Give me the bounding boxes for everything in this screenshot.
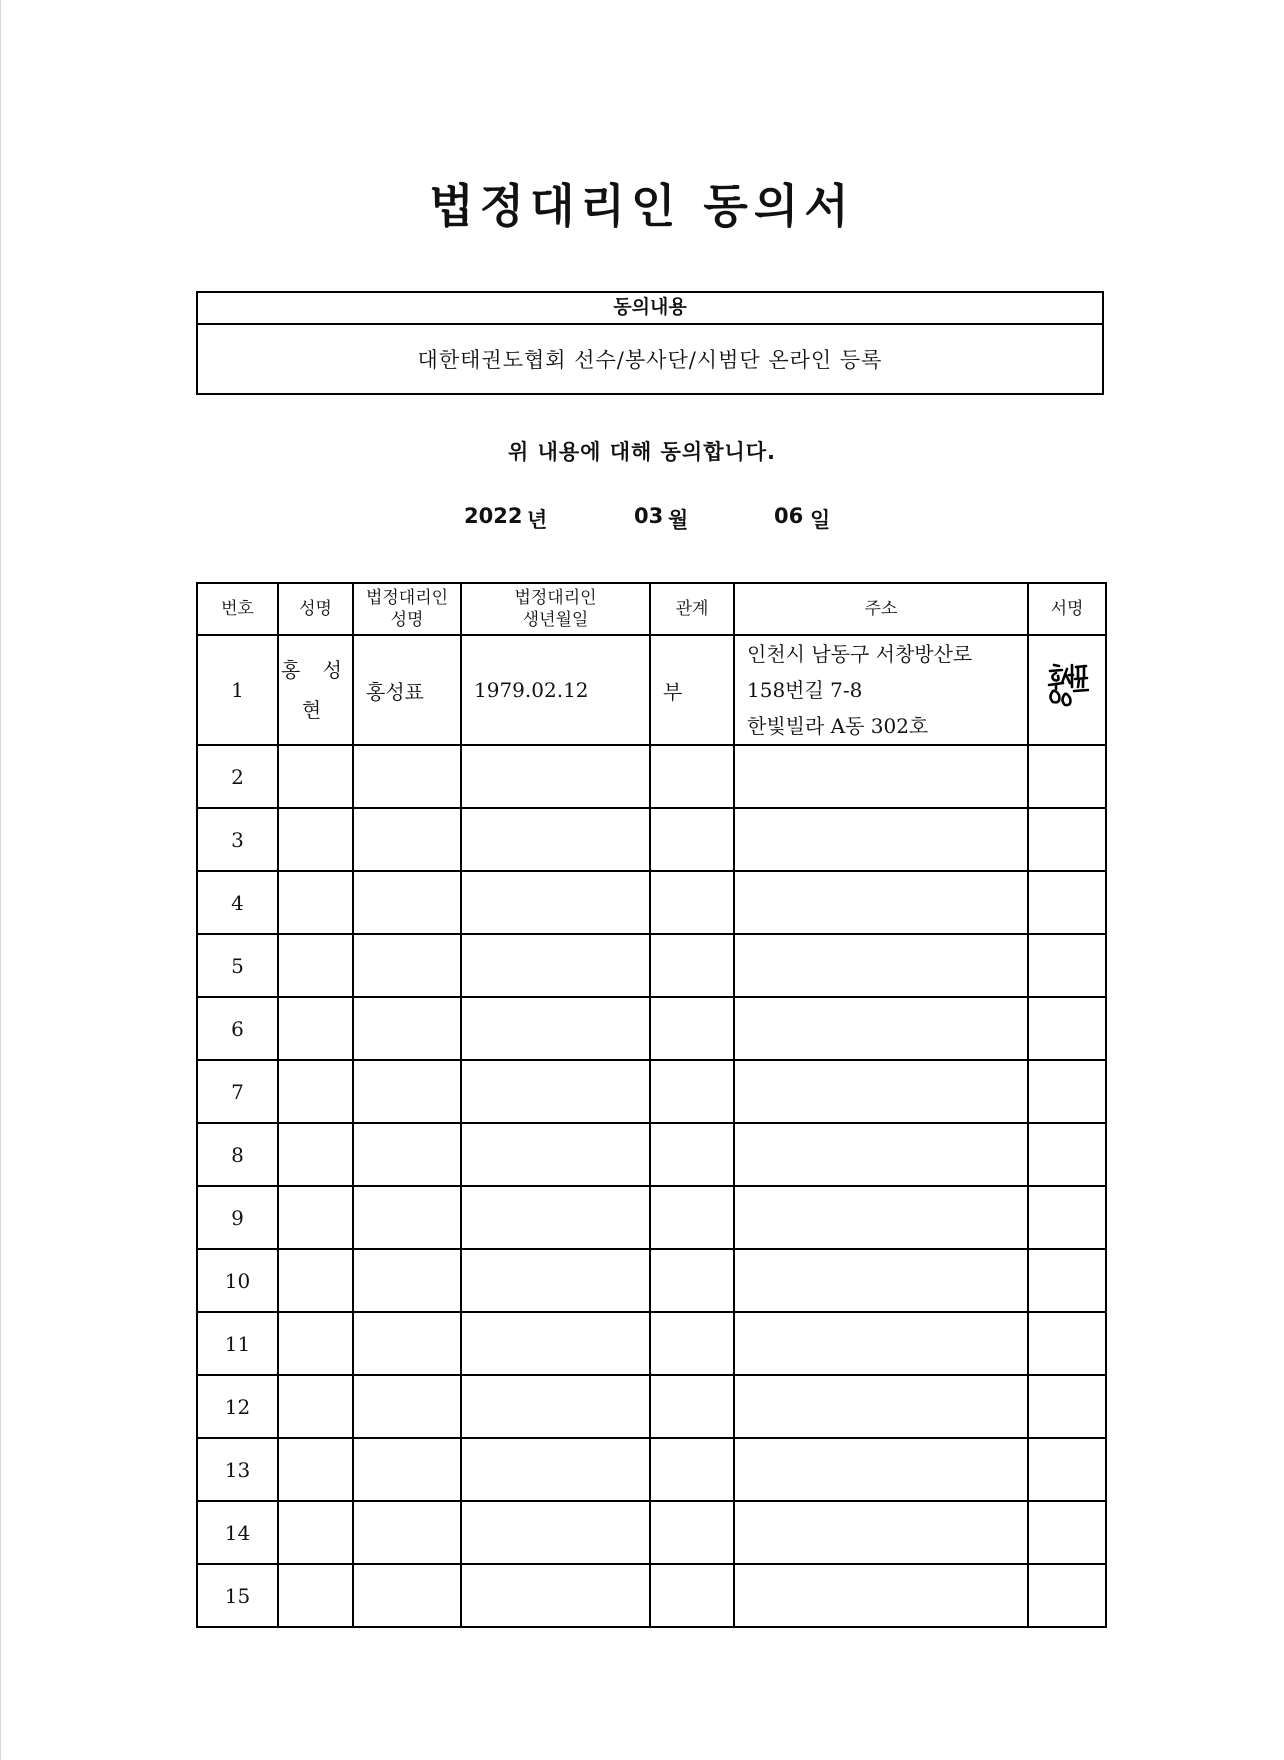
cell-guardian-birth — [461, 934, 650, 997]
cell-name — [278, 635, 353, 745]
date-line — [0, 504, 1284, 534]
cell-guardian-name — [353, 1060, 461, 1123]
cell-signature — [1028, 1060, 1106, 1123]
cell-name — [278, 1249, 353, 1312]
table-row — [197, 871, 1106, 934]
cell-signature — [1028, 1186, 1106, 1249]
header-guardian-name-line2: 성명 — [390, 610, 424, 630]
page-edge — [0, 0, 1, 1760]
cell-signature — [1028, 1501, 1106, 1564]
cell-relation — [650, 1186, 734, 1249]
cell-guardian-birth — [461, 1123, 650, 1186]
cell-guardian-birth — [461, 1312, 650, 1375]
cell-guardian-name — [353, 934, 461, 997]
cell-no: 9 — [197, 1186, 278, 1249]
cell-address — [734, 934, 1028, 997]
table-row — [197, 1501, 1106, 1564]
cell-address — [734, 1249, 1028, 1312]
cell-name-line1: 홍 성 — [281, 658, 350, 682]
cell-relation — [650, 745, 734, 808]
cell-address — [734, 1186, 1028, 1249]
cell-guardian-name — [353, 1438, 461, 1501]
consent-box — [196, 291, 1104, 395]
cell-address-line2: 158번길 7-8 — [747, 678, 863, 702]
cell-relation — [650, 1060, 734, 1123]
cell-no: 1 — [197, 635, 278, 745]
cell-name — [278, 871, 353, 934]
header-signature: 서명 — [1028, 583, 1106, 635]
cell-relation — [650, 934, 734, 997]
cell-address — [734, 871, 1028, 934]
cell-guardian-name — [353, 1375, 461, 1438]
cell-guardian-birth — [461, 1564, 650, 1627]
cell-address-line1: 인천시 남동구 서창방산로 — [747, 642, 973, 666]
cell-guardian-birth — [461, 1375, 650, 1438]
cell-guardian-birth — [461, 1060, 650, 1123]
cell-relation: 부 — [650, 635, 734, 745]
cell-signature — [1028, 1312, 1106, 1375]
cell-relation — [650, 808, 734, 871]
cell-address-line3: 한빛빌라 A동 302호 — [747, 714, 929, 738]
cell-guardian-birth — [461, 1249, 650, 1312]
cell-relation — [650, 1501, 734, 1564]
cell-guardian-name — [353, 1249, 461, 1312]
cell-name — [278, 1501, 353, 1564]
cell-no: 8 — [197, 1123, 278, 1186]
cell-relation — [650, 1312, 734, 1375]
header-relation: 관계 — [650, 583, 734, 635]
table-row — [197, 1060, 1106, 1123]
cell-guardian-name — [353, 745, 461, 808]
table-row — [197, 1312, 1106, 1375]
table-row — [197, 808, 1106, 871]
cell-guardian-birth — [461, 1501, 650, 1564]
cell-guardian-name — [353, 1123, 461, 1186]
cell-guardian-name — [353, 808, 461, 871]
header-guardian-birth — [461, 583, 650, 635]
cell-guardian-name — [353, 1186, 461, 1249]
cell-signature — [1028, 745, 1106, 808]
consent-body: 대한태권도협회 선수/봉사단/시범단 온라인 등록 — [417, 348, 883, 372]
cell-relation — [650, 1564, 734, 1627]
document-title: 법정대리인 동의서 — [429, 179, 855, 233]
table-row — [197, 1564, 1106, 1627]
table-row — [197, 1186, 1106, 1249]
cell-guardian-birth — [461, 1186, 650, 1249]
cell-name — [278, 1375, 353, 1438]
cell-name — [278, 1060, 353, 1123]
cell-guardian-birth — [461, 997, 650, 1060]
agree-statement: 위 내용에 대해 동의합니다. — [507, 440, 777, 464]
cell-address — [734, 1564, 1028, 1627]
cell-no: 14 — [197, 1501, 278, 1564]
cell-relation — [650, 1249, 734, 1312]
cell-signature — [1028, 997, 1106, 1060]
cell-name-line2: 현 — [301, 698, 330, 722]
header-name: 성명 — [278, 583, 353, 635]
cell-no: 3 — [197, 808, 278, 871]
table-row — [197, 1123, 1106, 1186]
cell-signature — [1028, 808, 1106, 871]
header-guardian-name — [353, 583, 461, 635]
date-day: 06 — [774, 504, 804, 528]
cell-address — [734, 745, 1028, 808]
date-month-unit: 월 — [668, 508, 689, 532]
cell-no: 6 — [197, 997, 278, 1060]
date-day-unit: 일 — [810, 508, 831, 532]
table-row — [197, 635, 1106, 745]
table-header-row — [197, 583, 1106, 635]
table-row — [197, 1375, 1106, 1438]
cell-no: 12 — [197, 1375, 278, 1438]
cell-guardian-name — [353, 1564, 461, 1627]
cell-name — [278, 1438, 353, 1501]
cell-guardian-name — [353, 1312, 461, 1375]
header-no: 번호 — [197, 583, 278, 635]
cell-no: 13 — [197, 1438, 278, 1501]
cell-no: 11 — [197, 1312, 278, 1375]
cell-signature — [1028, 871, 1106, 934]
cell-address — [734, 1123, 1028, 1186]
cell-relation — [650, 1375, 734, 1438]
cell-guardian-name — [353, 1501, 461, 1564]
cell-address — [734, 635, 1028, 745]
cell-signature — [1028, 635, 1106, 745]
table-row — [197, 1249, 1106, 1312]
cell-name — [278, 1123, 353, 1186]
cell-name — [278, 934, 353, 997]
cell-guardian-name: 홍성표 — [353, 635, 461, 745]
cell-address — [734, 1375, 1028, 1438]
handwritten-signature — [1045, 661, 1089, 719]
table-row — [197, 1438, 1106, 1501]
header-address: 주소 — [734, 583, 1028, 635]
header-guardian-birth-line1: 법정대리인 — [514, 588, 597, 608]
table-row — [197, 745, 1106, 808]
cell-relation — [650, 1438, 734, 1501]
table-row — [197, 997, 1106, 1060]
cell-guardian-birth — [461, 871, 650, 934]
cell-no: 2 — [197, 745, 278, 808]
cell-signature — [1028, 1123, 1106, 1186]
cell-no: 4 — [197, 871, 278, 934]
cell-name — [278, 1186, 353, 1249]
cell-address — [734, 1312, 1028, 1375]
cell-relation — [650, 1123, 734, 1186]
guardian-table — [196, 582, 1107, 1628]
cell-name — [278, 997, 353, 1060]
cell-no: 7 — [197, 1060, 278, 1123]
date-year-unit: 년 — [527, 508, 548, 532]
cell-signature — [1028, 1438, 1106, 1501]
cell-name — [278, 745, 353, 808]
cell-name — [278, 1312, 353, 1375]
date-year: 2022 — [464, 504, 523, 528]
cell-name — [278, 808, 353, 871]
cell-signature — [1028, 1375, 1106, 1438]
cell-address — [734, 808, 1028, 871]
header-guardian-name-line1: 법정대리인 — [365, 588, 449, 608]
cell-address — [734, 997, 1028, 1060]
cell-guardian-birth: 1979.02.12 — [461, 635, 650, 745]
cell-guardian-birth — [461, 808, 650, 871]
cell-address — [734, 1501, 1028, 1564]
cell-signature — [1028, 1564, 1106, 1627]
cell-guardian-birth — [461, 1438, 650, 1501]
cell-name — [278, 1564, 353, 1627]
consent-header: 동의내용 — [198, 293, 1102, 325]
cell-no: 5 — [197, 934, 278, 997]
cell-signature — [1028, 1249, 1106, 1312]
cell-no: 15 — [197, 1564, 278, 1627]
header-guardian-birth-line2: 생년월일 — [522, 610, 589, 630]
cell-signature — [1028, 934, 1106, 997]
cell-no: 10 — [197, 1249, 278, 1312]
table-row — [197, 934, 1106, 997]
cell-guardian-birth — [461, 745, 650, 808]
date-month: 03 — [634, 504, 664, 528]
cell-address — [734, 1060, 1028, 1123]
cell-relation — [650, 997, 734, 1060]
cell-relation — [650, 871, 734, 934]
cell-guardian-name — [353, 871, 461, 934]
cell-address — [734, 1438, 1028, 1501]
cell-guardian-name — [353, 997, 461, 1060]
